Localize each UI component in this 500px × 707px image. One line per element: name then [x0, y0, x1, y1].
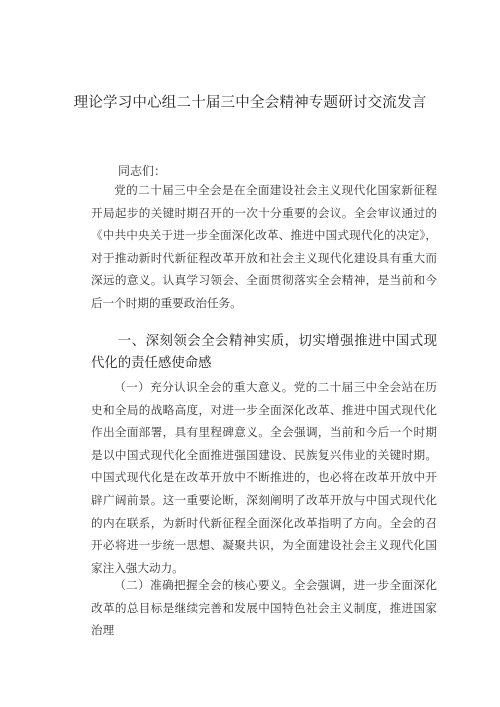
section-heading-1: 一、深刻领会全会精神实质，切实增强推进中国式现代化的责任感使命感 [91, 334, 437, 371]
salutation: 同志们： [118, 164, 167, 178]
intro-paragraph: 党的二十届三中全会是在全面建设社会主义现代化国家新征程开局起步的关键时期召开的一次十分重要的会议。全会审议通过的《中共中央关于进一步全面深化改革、推进中国式现代化的决定》，对于推动新时代新征程改革开放和社会主义现代化建设具有重大而深远的意义。认真学习领会、全面贯彻落实全会精神，是当前和今后一个时期的重要政治任务。 [91, 183, 437, 310]
section-1-paragraph: （一）充分认识全会的重大意义。党的二十届三中全会站在历史和全局的战略高度，对进一步全面深化改革、推进中国式现代化作出全面部署，具有里程碑意义。全会强调，当前和今后一个时期是以中国式现代化全面推进强国建设、民族复兴伟业的关键时期。中国式现代化是在改革开放中不断推进的，也必将在改革开放中开辟广阔前景。这一重要论断，深刻阐明了改革开放与中国式现代化的内在联系，为新时代新征程全面深化改革指明了方向。全会的召开必将进一步统一思想、凝聚共识，为全面建设社会主义现代化国家注入强大动力。 [91, 380, 437, 575]
document-title: 理论学习中心组二十届三中全会精神专题研讨交流发言 [73, 95, 427, 111]
section-2-paragraph: （二）准确把握全会的核心要义。全会强调，进一步全面深化改革的总目标是继续完善和发展中国特色社会主义制度，推进国家治理 [91, 578, 437, 638]
